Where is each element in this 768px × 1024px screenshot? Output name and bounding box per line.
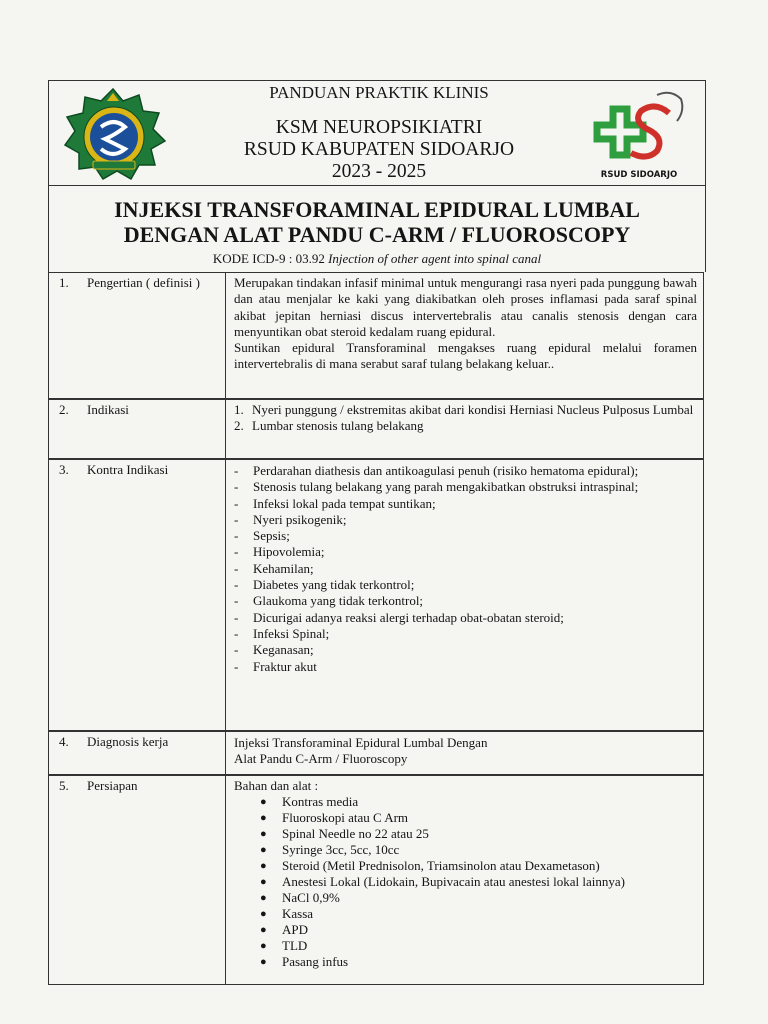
header-title-ksm: KSM NEUROPSIKIATRI (275, 117, 483, 138)
document-title-box (48, 184, 706, 272)
section-label: Pengertian ( definisi ) (87, 275, 200, 290)
definition-paragraph: Merupakan tindakan infasif minimal untuk mengurangi rasa nyeri pada punggung bawah dan atau menjalar ke kaki yang diakibatkan oleh proses inflamasi pada saraf spinal akibat jepitan herniasi discus intervertebralis atau canalis stenosis dengan cara menyuntikan obat steroid kedalam ruang epidural. (234, 275, 697, 339)
section-label: Kontra Indikasi (87, 462, 169, 477)
list-item: ● Fluoroskopi atau C Arm (260, 810, 409, 825)
materials-intro: Bahan dan alat : (234, 778, 319, 793)
section-number: 5. (59, 778, 69, 793)
section-kontra-indikasi (48, 459, 704, 731)
column-divider (225, 732, 226, 774)
section-content (234, 402, 697, 435)
section-persiapan (48, 775, 704, 985)
list-item: ● Kontras media (260, 794, 359, 809)
list-item: - Perdarahan diathesis dan antikoagulasi penuh (risiko hematoma epidural); (234, 463, 639, 478)
document-title-line2: DENGAN ALAT PANDU C-ARM / FLUOROSCOPY (123, 222, 631, 247)
rsud-logo-text: RSUD SIDOARJO (600, 170, 678, 180)
list-item: - Keganasan; (234, 642, 314, 658)
header-title-panduan: PANDUAN PRAKTIK KLINIS (269, 83, 489, 102)
section-number: 4. (59, 734, 69, 749)
section-content (234, 463, 697, 675)
definition-paragraph: Suntikan epidural Transforaminal mengakses ruang epidural melalui foramen intervertebralis di mana serabut saraf tulang belakang keluar.. (234, 340, 697, 372)
list-item: ● Syringe 3cc, 5cc, 10cc (260, 842, 400, 857)
rsud-sidoarjo-logo-icon (585, 87, 693, 181)
list-item: ● NaCl 0,9% (260, 890, 340, 905)
header-box (48, 80, 706, 186)
section-content (234, 275, 697, 373)
list-item: ● APD (260, 922, 309, 937)
section-label: Diagnosis kerja (87, 734, 169, 749)
icd-code-line (49, 251, 705, 267)
list-item: - Fraktur akut (234, 658, 317, 674)
section-indikasi (48, 399, 704, 459)
list-item: ● TLD (260, 938, 308, 953)
list-item: - Diabetes yang tidak terkontrol; (234, 577, 415, 593)
list-item: 1. Nyeri punggung / ekstremitas akibat dari kondisi Herniasi Nucleus Pulposus Lumbal (234, 402, 694, 417)
list-item: - Sepsis; (234, 528, 290, 544)
column-divider (225, 273, 226, 398)
sidoarjo-regency-emblem-icon (57, 87, 169, 183)
section-number: 1. (59, 275, 69, 290)
list-item: ● Spinal Needle no 22 atau 25 (260, 826, 429, 841)
list-item: 2. Lumbar stenosis tulang belakang (234, 418, 424, 434)
column-divider (225, 400, 226, 458)
section-diagnosis-kerja (48, 731, 704, 775)
list-item: ● Anestesi Lokal (Lidokain, Bupivacain atau anestesi lokal lainnya) (260, 874, 625, 889)
document-title-line1: INJEKSI TRANSFORAMINAL EPIDURAL LUMBAL (114, 197, 640, 222)
icd-code-description: Injection of other agent into spinal canal (328, 251, 542, 266)
list-item: - Hipovolemia; (234, 544, 325, 560)
list-item: ● Kassa (260, 906, 314, 921)
section-label: Persiapan (87, 778, 138, 793)
header-title-rsud: RSUD KABUPATEN SIDOARJO (243, 139, 515, 160)
list-item: - Infeksi Spinal; (234, 625, 330, 641)
section-number: 2. (59, 402, 69, 417)
list-item: ● Steroid (Metil Prednisolon, Triamsinolon atau Dexametason) (260, 858, 600, 873)
section-pengertian (48, 272, 704, 399)
list-item: - Glaukoma yang tidak terkontrol; (234, 593, 424, 609)
section-number: 3. (59, 462, 69, 477)
section-label: Indikasi (87, 402, 129, 417)
list-item: - Kehamilan; (234, 560, 314, 576)
list-item: - Dicurigai adanya reaksi alergi terhadap obat-obatan steroid; (234, 609, 564, 625)
list-item: - Nyeri psikogenik; (234, 511, 347, 527)
column-divider (225, 776, 226, 984)
document-page (48, 80, 706, 1000)
list-item: ● Pasang infus (260, 954, 349, 969)
header-title-year: 2023 - 2025 (331, 161, 427, 182)
list-item: - Infeksi lokal pada tempat suntikan; (234, 495, 436, 511)
list-item: - Stenosis tulang belakang yang parah mengakibatkan obstruksi intraspinal; (234, 479, 639, 495)
icd-code-label: KODE ICD-9 : 03.92 (212, 251, 325, 266)
column-divider (225, 460, 226, 730)
section-content: Injeksi Transforaminal Epidural Lumbal Dengan Alat Pandu C-Arm / Fluoroscopy (234, 735, 488, 767)
section-content (234, 778, 697, 970)
